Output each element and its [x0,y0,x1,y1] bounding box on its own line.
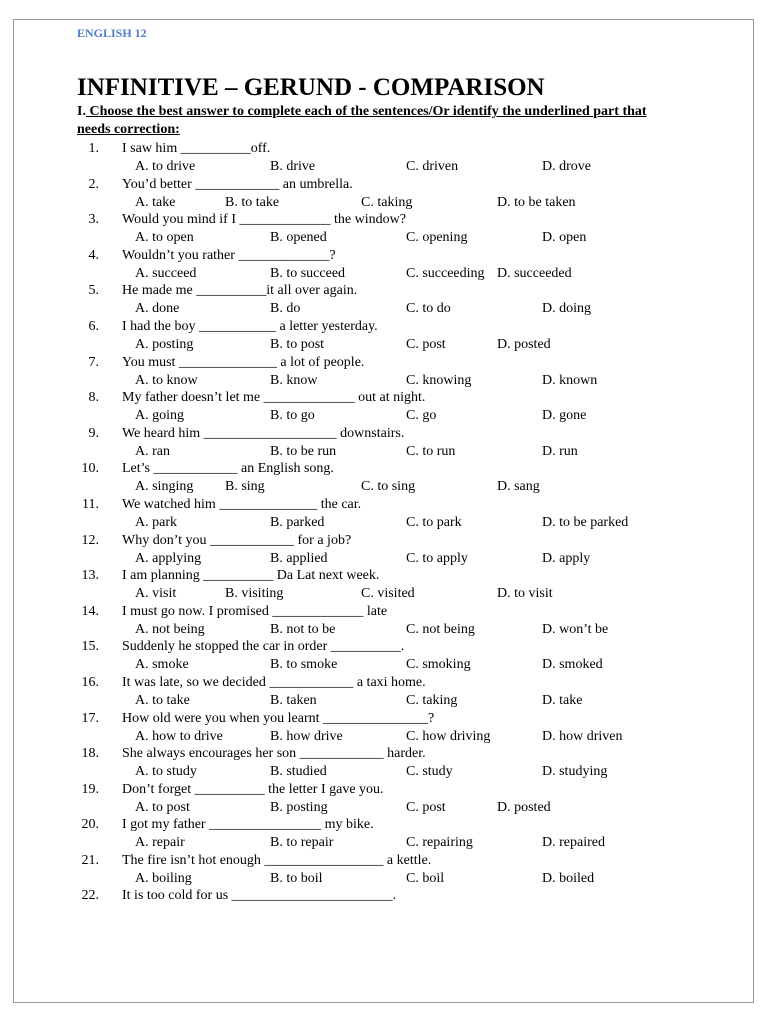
answer-option[interactable]: A. to know [135,372,198,388]
question-number: 4. [88,247,99,263]
question-item [77,425,717,461]
answer-option[interactable]: D. won’t be [542,621,609,637]
question-text: Let’s ____________ an English song. [122,461,334,477]
question-text: We heard him ___________________ downstairs. [122,425,405,441]
question-number: 20. [81,817,99,833]
question-text: She always encourages her son ____________ harder. [122,746,426,762]
answer-option[interactable]: D. smoked [542,657,603,673]
question-number: 2. [88,176,99,192]
answer-option[interactable]: D. gone [542,408,587,424]
question-number: 16. [81,674,99,690]
answer-option[interactable]: C. opening [406,230,468,246]
question-number: 14. [81,603,99,619]
question-item [77,710,717,746]
question-item [77,496,717,532]
question-item [77,567,717,603]
answer-option[interactable]: A. applying [135,550,202,566]
answer-option[interactable]: A. to study [135,764,197,780]
answer-option[interactable]: A. repair [135,835,185,851]
answer-option[interactable]: D. known [542,372,598,388]
question-text: Suddenly he stopped the car in order __________. [122,639,405,655]
question-number: 10. [81,461,99,477]
answer-option[interactable]: D. doing [542,301,591,317]
answer-option[interactable]: A. smoke [135,657,189,673]
answer-option[interactable]: C. taking [406,692,458,708]
question-number: 8. [88,390,99,406]
answer-option[interactable]: C. repairing [406,835,473,851]
question-number: 7. [88,354,99,370]
answer-option[interactable]: B. posting [270,799,328,815]
answer-option[interactable]: A. done [135,301,180,317]
question-text: It was late, so we decided ____________ a taxi home. [122,674,426,690]
question-text: You’d better ____________ an umbrella. [122,176,353,192]
answer-option[interactable]: C. to park [406,514,462,530]
answer-option[interactable]: D. apply [542,550,591,566]
answer-option[interactable]: D. repaired [542,835,605,851]
answer-option[interactable]: B. taken [270,692,317,708]
question-text: Would you mind if I _____________ the window? [122,212,406,228]
answer-option[interactable]: C. smoking [406,657,471,673]
answer-option[interactable]: B. to be run [270,443,337,459]
answer-option[interactable]: B. to boil [270,870,323,886]
question-number: 1. [88,141,99,156]
question-item [77,318,717,354]
question-text: I am planning __________ Da Lat next week. [122,568,380,584]
question-item [77,745,717,781]
question-number: 19. [81,781,99,797]
question-number: 18. [81,746,99,762]
answer-option[interactable]: B. sing [225,479,265,495]
answer-option[interactable]: A. to drive [135,159,196,174]
answer-option[interactable]: A. park [135,514,177,530]
question-item [77,674,717,710]
answer-option[interactable]: C. driven [406,159,459,174]
question-number: 22. [81,888,99,904]
question-item [77,389,717,425]
answer-option[interactable]: A. to open [135,230,194,246]
answer-option[interactable]: B. to post [270,336,325,352]
answer-option[interactable]: D. studying [542,764,608,780]
answer-option[interactable]: A. boiling [135,870,192,886]
answer-option[interactable]: C. post [406,336,446,352]
question-item [77,247,717,283]
answer-option[interactable]: D. take [542,692,583,708]
answer-option[interactable]: B. to succeed [270,265,346,281]
answer-option[interactable]: C. go [406,408,437,424]
question-item [77,816,717,852]
answer-option[interactable]: C. to run [406,443,456,459]
answer-option[interactable]: B. not to be [270,621,336,637]
answer-option[interactable]: A. succeed [135,265,197,281]
answer-option[interactable]: D. to visit [497,586,553,602]
answer-option[interactable]: D. to be taken [497,194,576,210]
answer-option[interactable]: A. visit [135,586,177,602]
question-text: You must ______________ a lot of people. [122,354,365,370]
question-text: The fire isn’t hot enough _________________ a kettle. [122,852,432,868]
question-number: 17. [81,710,99,726]
answer-option[interactable]: A. take [135,194,176,210]
question-text: I must go now. I promised _____________ late [122,603,388,619]
question-item [77,282,717,318]
question-item [77,638,717,674]
question-item [77,354,717,390]
answer-option[interactable]: B. do [270,301,301,317]
question-number: 13. [81,568,99,584]
page-title: INFINITIVE – GERUND - COMPARISON [77,74,545,101]
question-number: 12. [81,532,99,548]
answer-option[interactable]: A. to post [135,799,190,815]
question-list [77,140,717,923]
question-number: 15. [81,639,99,655]
answer-option[interactable]: A. how to drive [135,728,223,744]
question-text: I had the boy ___________ a letter yesterday. [122,318,378,334]
answer-option[interactable]: C. knowing [406,372,472,388]
answer-option[interactable]: B. how drive [270,728,343,744]
document-header: ENGLISH 12 [77,26,147,40]
answer-option[interactable]: D. succeeded [497,265,572,281]
answer-option[interactable]: B. drive [270,159,316,174]
answer-option[interactable]: B. studied [270,764,327,780]
answer-option[interactable]: B. visiting [225,586,284,602]
question-number: 21. [81,852,99,868]
question-text: It is too cold for us _______________________. [122,888,397,904]
question-item [77,140,717,176]
answer-option[interactable]: D. run [542,443,578,459]
instruction-text: Choose the best answer to complete each of the sentences/Or identify the underlined part that needs correction: [77,104,647,137]
instructions [77,103,677,139]
answer-option[interactable]: C. post [406,799,446,815]
question-number: 9. [88,425,99,441]
question-item [77,603,717,639]
answer-option[interactable]: C. to do [406,301,451,317]
answer-option[interactable]: A. not being [135,621,205,637]
answer-option[interactable]: B. to take [225,194,280,210]
question-item [77,532,717,568]
question-number: 11. [82,496,99,512]
question-number: 5. [88,283,99,299]
answer-option[interactable]: B. know [270,372,318,388]
question-text: We watched him ______________ the car. [122,496,362,512]
answer-option[interactable]: A. posting [135,336,194,352]
question-item [77,211,717,247]
answer-option[interactable]: B. applied [270,550,328,566]
question-item [77,781,717,817]
answer-option[interactable]: D. to be parked [542,514,629,530]
question-item [77,176,717,212]
answer-option[interactable]: D. posted [497,799,551,815]
answer-option[interactable]: A. to take [135,692,190,708]
answer-option[interactable]: C. visited [361,586,415,602]
question-item [77,887,717,923]
answer-option[interactable]: C. not being [406,621,475,637]
question-text: I got my father ________________ my bike. [122,817,374,833]
question-text: How old were you when you learnt _______________? [122,710,435,726]
answer-option[interactable]: A. singing [135,479,194,495]
answer-option[interactable]: C. to sing [361,479,416,495]
question-text: My father doesn’t let me _____________ out at night. [122,390,426,406]
question-text: I saw him __________off. [122,141,271,156]
question-item [77,460,717,496]
answer-option[interactable]: D. how driven [542,728,623,744]
answer-option[interactable]: C. to apply [406,550,468,566]
answer-option[interactable]: C. taking [361,194,413,210]
answer-option[interactable]: B. to repair [270,835,334,851]
answer-option[interactable]: C. study [406,764,453,780]
question-text: Wouldn’t you rather _____________? [122,247,336,263]
question-number: 3. [88,212,99,228]
answer-option[interactable]: D. sang [497,479,540,495]
answer-option[interactable]: C. boil [406,870,445,886]
answer-option[interactable]: A. going [135,408,184,424]
answer-option[interactable]: D. boiled [542,870,595,886]
answer-option[interactable]: D. open [542,230,587,246]
question-text: Don’t forget __________ the letter I gave you. [122,781,384,797]
answer-option[interactable]: C. how driving [406,728,491,744]
answer-option[interactable]: C. succeeding [406,265,485,281]
question-text: He made me __________it all over again. [122,283,358,299]
instruction-prefix: I. [77,104,86,119]
question-text: Why don’t you ____________ for a job? [122,532,352,548]
answer-option[interactable]: B. to smoke [270,657,338,673]
answer-option[interactable]: B. opened [270,230,327,246]
answer-option[interactable]: B. parked [270,514,325,530]
answer-option[interactable]: A. ran [135,443,170,459]
question-item [77,852,717,888]
answer-option[interactable]: B. to go [270,408,315,424]
answer-option[interactable]: D. posted [497,336,551,352]
answer-option[interactable]: D. drove [542,159,591,174]
question-number: 6. [88,318,99,334]
